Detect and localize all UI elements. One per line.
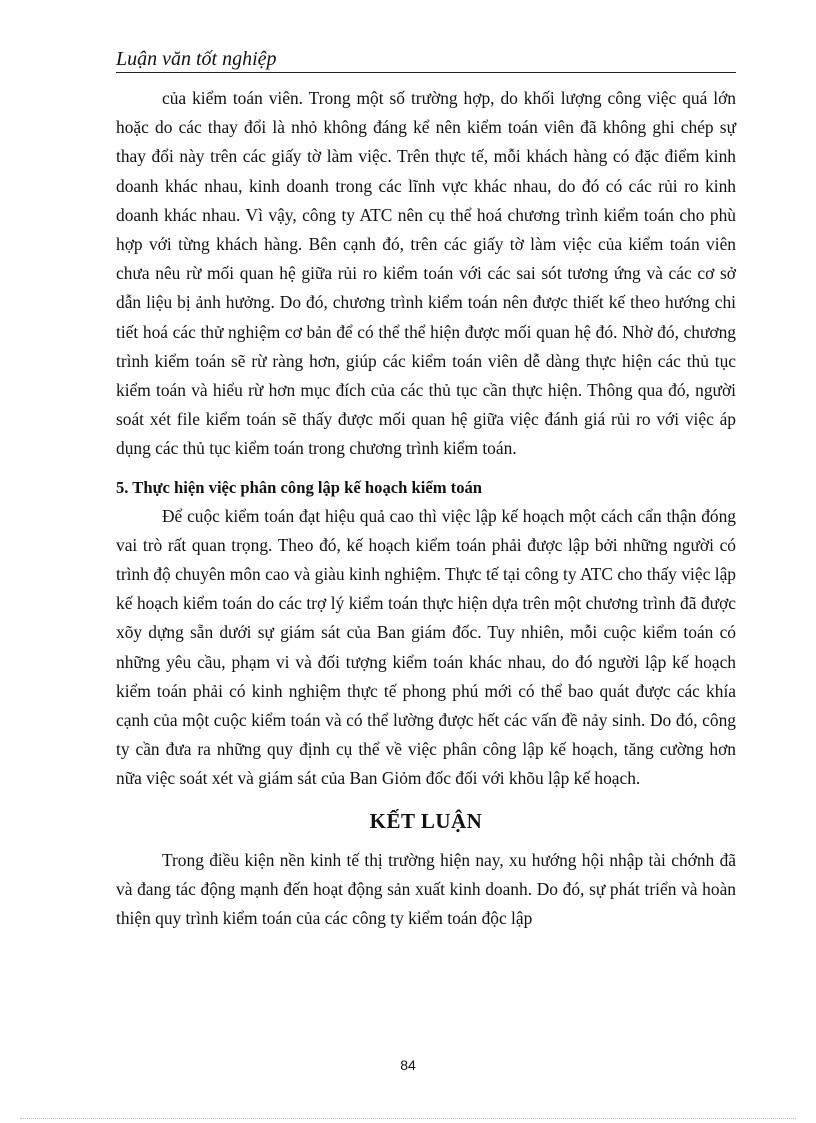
conclusion-heading: KẾT LUẬN xyxy=(369,808,483,833)
document-body xyxy=(116,84,736,933)
paragraph-conclusion: Trong điều kiện nền kinh tế thị trường hiện nay, xu hướng hội nhập tài chớnh đã và đang tác động mạnh đến hoạt động sản xuất kinh doanh. Do đó, sự phát triển và hoàn thiện quy trình kiểm toán của các công ty kiểm toán độc lập xyxy=(116,849,736,929)
page-header xyxy=(116,46,736,73)
page-number: 84 xyxy=(400,1057,416,1073)
paragraph-audit-program: của kiểm toán viên. Trong một số trường hợp, do khối lượng công việc quá lớn hoặc do các thay đổi là nhỏ không đáng kể nên kiểm toán viên đã không ghi chép sự thay đổi này trên các giấy tờ làm việc. Trên thực tế, mỗi khách hàng có đặc điểm kinh doanh khác nhau, kinh doanh trong các lĩnh vực khác nhau, do đó có các rủi ro kinh doanh khác nhau. Vì vậy, công ty ATC nên cụ thể hoá chương trình kiểm toán cho phù hợp với từng khách hàng. Bên cạnh đó, trên các giấy tờ làm việc của kiểm toán viên chưa nêu rừ mối quan hệ giữa rủi ro kiểm toán với các sai sót tương ứng và các cơ sở dẫn liệu bị ảnh hưởng. Do đó, chương trình kiểm toán nên được thiết kế theo hướng chi tiết hoá các thử nghiệm cơ bản để có thể thể hiện được mối quan hệ đó. Nhờ đó, chương trình kiểm toán sẽ rừ ràng hơn, giúp các kiểm toán viên dễ dàng thực hiện các thủ tục kiểm toán và hiểu rừ hơn mục đích của các thủ tục cần thực hiện. Thông qua đó, người soát xét file kiểm toán sẽ thấy được mối quan hệ giữa việc đánh giá rủi ro với việc áp dụng các thủ tục kiểm toán trong chương trình kiểm toán. xyxy=(116,88,736,459)
section-heading-5: 5. Thực hiện việc phân công lập kế hoạch kiểm toán xyxy=(116,477,483,497)
footer-divider xyxy=(20,1118,796,1119)
paragraph-planning: Để cuộc kiểm toán đạt hiệu quả cao thì việc lập kế hoạch một cách cẩn thận đóng vai trò rất quan trọng. Theo đó, kế hoạch kiểm toán phải được lập bởi những người có trình độ chuyên môn cao và giàu kinh nghiệm. Thực tế tại công ty ATC cho thấy việc lập kế hoạch kiểm toán do các trợ lý kiểm toán thực hiện dựa trên một chương trình đã được xõy dựng sẵn dưới sự giám sát của Ban giám đốc. Tuy nhiên, mỗi cuộc kiểm toán có những yêu cầu, phạm vi và đối tượng kiểm toán khác nhau, do đó người lập kế hoạch kiểm toán phải có kinh nghiệm thực tế phong phú mới có thể bao quát được các khía cạnh của một cuộc kiểm toán và có thể lường được hết các vấn đề nảy sinh. Do đó, công ty cần đưa ra những quy định cụ thể về việc phân công lập kế hoạch, tăng cường hơn nữa việc soát xét và giám sát của Ban Giỏm đốc đối với khõu lập kế hoạch. xyxy=(116,505,736,789)
header-title: Luận văn tốt nghiệp xyxy=(116,48,277,70)
